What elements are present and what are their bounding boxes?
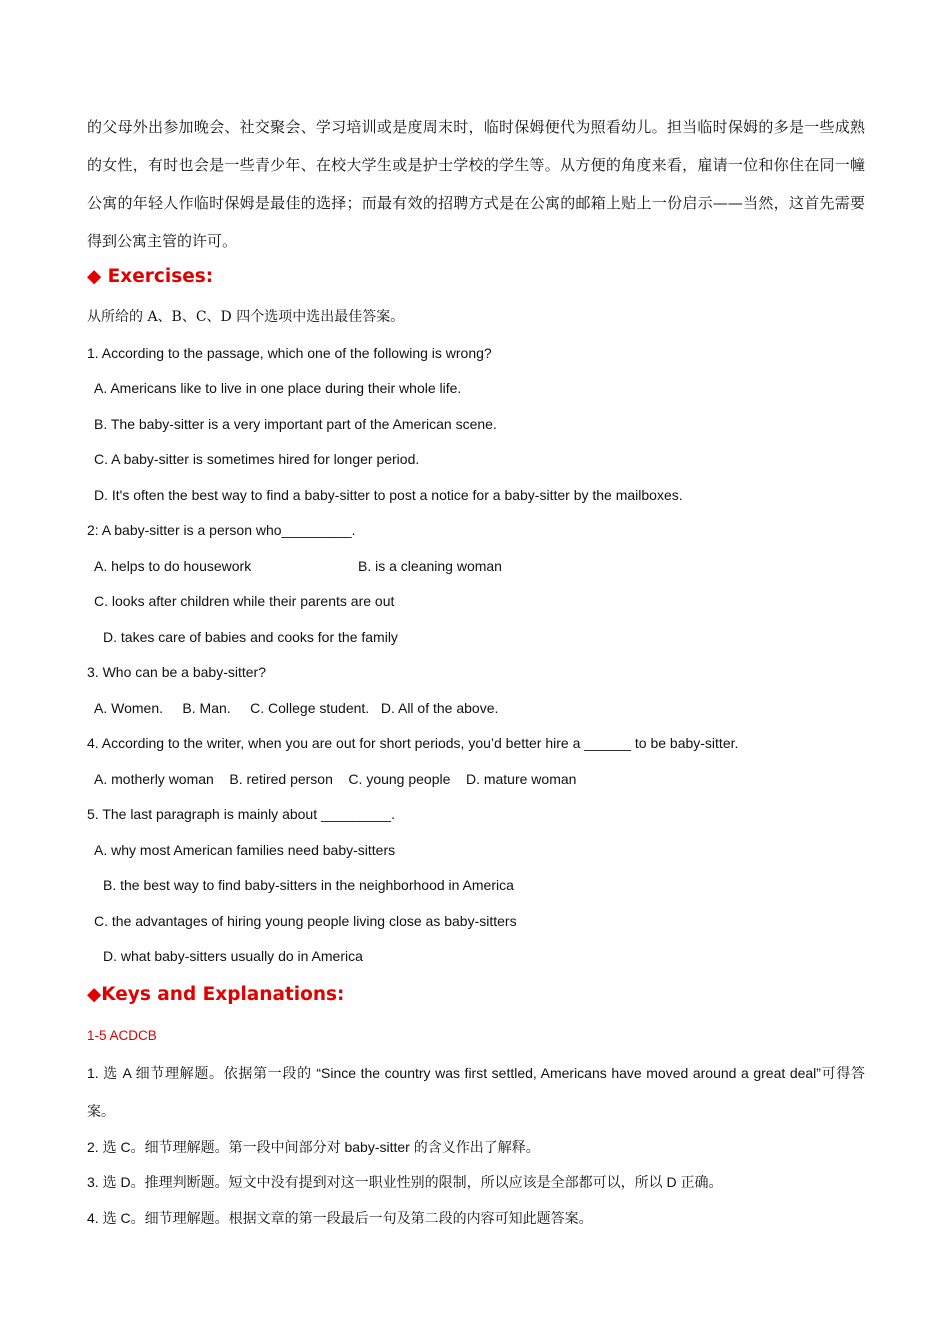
keys-summary: 1-5 ACDCB <box>87 1027 157 1043</box>
q5-option-a: A. why most American families need baby-sitters <box>94 841 396 858</box>
q1-option-b: B. The baby-sitter is a very important part of the American scene. <box>94 415 497 432</box>
q2-option-a: A. helps to do housework <box>94 557 252 574</box>
q2-option-c: C. looks after children while their parents are out <box>94 593 395 609</box>
q2-stem: 2: A baby-sitter is a person who_________. <box>87 522 356 538</box>
explanation-4: 4. 选 C。细节理解题。根据文章的第一段最后一句及第二段的内容可知此题答案。 <box>87 1209 593 1226</box>
explanation-2: 2. 选 C。细节理解题。第一段中间部分对 baby-sitter 的含义作出了解释。 <box>87 1138 540 1155</box>
q1-stem: 1. According to the passage, which one of the following is wrong? <box>87 344 492 361</box>
q1-option-d: D. It's often the best way to find a baby-sitter to post a notice for a baby-sitter by the mailboxes. <box>94 486 683 503</box>
exercises-heading: ◆ Exercises: <box>87 266 214 287</box>
q2-option-b: B. is a cleaning woman <box>358 557 502 574</box>
q3-options: A. Women. B. Man. C. College student. D. All of the above. <box>94 699 499 716</box>
q5-stem: 5. The last paragraph is mainly about _________. <box>87 806 395 822</box>
q2-options-ab <box>87 549 865 585</box>
q4-stem: 4. According to the writer, when you are out for short periods, you’d better hire a ______ to be baby-sitter. <box>87 735 739 751</box>
q1-option-a: A. Americans like to live in one place during their whole life. <box>94 380 462 396</box>
q3-stem: 3. Who can be a baby-sitter? <box>87 664 266 680</box>
q5-option-b: B. the best way to find baby-sitters in the neighborhood in America <box>103 877 514 893</box>
intro-paragraph: 的父母外出参加晚会、社交聚会、学习培训或是度周末时，临时保姆便代为照看幼儿。担当临时保姆的多是一些成熟的女性，有时也会是一些青少年、在校大学生或是护士学校的学生等。从方便的角度来看，雇请一位和你住在同一幢公寓的年轻人作临时保姆是最佳的选择；而最有效的招聘方式是在公寓的邮箱上贴上一份启示——当然，这首先需要得到公寓主管的许可。 <box>87 118 865 250</box>
q1-option-c: C. A baby-sitter is sometimes hired for longer period. <box>94 451 420 467</box>
q4-options: A. motherly woman B. retired person C. young people D. mature woman <box>94 770 577 787</box>
explanation-3: 3. 选 D。推理判断题。短文中没有提到对这一职业性别的限制，所以应该是全部都可以，所以 D 正确。 <box>87 1174 723 1190</box>
explanation-1: 1. 选 A 细节理解题。依据第一段的 “Since the country was first settled, Americans have moved around a great deal”可得答案。 <box>87 1064 865 1119</box>
q2-option-d: D. takes care of babies and cooks for the family <box>103 628 398 645</box>
keys-heading: ◆Keys and Explanations: <box>87 983 345 1005</box>
q5-option-c: C. the advantages of hiring young people living close as baby-sitters <box>94 912 517 929</box>
document-page <box>87 108 865 1236</box>
q5-option-d: D. what baby-sitters usually do in America <box>103 948 363 964</box>
exercises-instruction: 从所给的 A、B、C、D 四个选项中选出最佳答案。 <box>87 309 405 325</box>
